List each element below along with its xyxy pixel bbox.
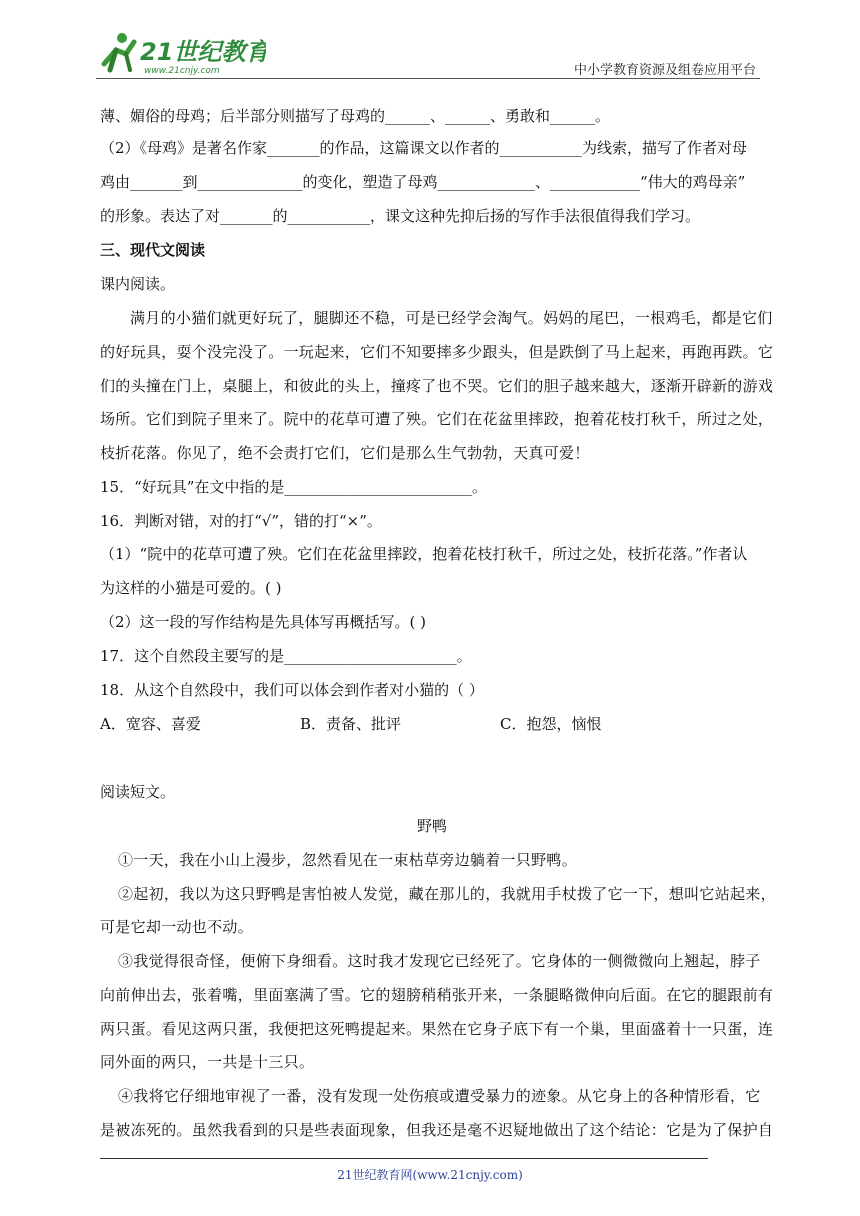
- instruction-line: 阅读短文。: [100, 783, 176, 801]
- passage-title: 野鸭: [416, 817, 447, 835]
- passage-line: 两只蛋。看见这两只蛋，我便把这死鸭提起来。果然在它身子底下有一个巢，里面盛着十一只蛋，连: [100, 1020, 774, 1038]
- site-logo: [96, 30, 266, 76]
- question-16: 16．判断对错，对的打“√”，错的打“×”。: [100, 512, 382, 530]
- question-15: 15．“好玩具”在文中指的是_________________________。: [100, 478, 487, 496]
- svg-text:21世纪教育: 21世纪教育: [140, 38, 266, 66]
- passage-line: ②起初，我以为这只野鸭是害怕被人发觉，藏在那儿的，我就用手杖拨了它一下，想叫它站起来，: [118, 885, 776, 903]
- passage-line: 们的头撞在门上，桌腿上，和彼此的头上，撞疼了也不哭。它们的胆子越来越大，逐渐开辟新的游戏: [100, 377, 774, 395]
- passage-line: ④我将它仔细地审视了一番，没有发现一处伤痕或遭受暴力的迹象。从它身上的各种情形看，它: [118, 1087, 761, 1105]
- passage-line: 是被冻死的。虽然我看到的只是些表面现象，但我还是毫不迟疑地做出了这个结论：它是为了保护自: [100, 1121, 774, 1139]
- passage-line: 向前伸出去，张着嘴，里面塞满了雪。它的翅膀稍稍张开来，一条腿略微伸向后面。在它的腿跟前有: [100, 986, 774, 1004]
- passage-line: 的好玩具，耍个没完没了。一玩起来，它们不知要摔多少跟头，但是跌倒了马上起来，再跑再跌。它: [100, 343, 774, 361]
- text-line: 薄、媚俗的母鸡；后半部分则描写了母鸡的______、______、勇敢和______。: [100, 107, 611, 125]
- page-footer: 21世纪教育网(www.21cnjy.com): [337, 1168, 523, 1182]
- option-b[interactable]: B．责备、批评: [300, 715, 402, 733]
- passage-line: 满月的小猫们就更好玩了，腿脚还不稳，可是已经学会淘气。妈妈的尾巴，一根鸡毛，都是它们: [130, 309, 773, 327]
- svg-text:www.21cnjy.com: www.21cnjy.com: [144, 66, 220, 76]
- passage-line: ①一天，我在小山上漫步，忽然看见在一束枯草旁边躺着一只野鸭。: [118, 851, 578, 869]
- option-a[interactable]: A．宽容、喜爱: [100, 715, 201, 733]
- question-18: 18．从这个自然段中，我们可以体会到作者对小猫的（ ）: [100, 681, 484, 699]
- option-c[interactable]: C．抱怨，恼恨: [500, 715, 602, 733]
- text-line: 鸡由_______到______________的变化，塑造了母鸡_____________、____________“伟大的鸡母亲”: [100, 173, 746, 191]
- text-line: 的形象。表达了对_______的___________，课文这种先抑后扬的写作手法很值得我们学习。: [100, 207, 701, 225]
- platform-name: 中小学教育资源及组卷应用平台: [573, 63, 756, 78]
- question-16-2: （2）这一段的写作结构是先具体写再概括写。( ): [100, 613, 427, 631]
- question-line: （2）《母鸡》是著名作家_______的作品，这篇课文以作者的___________为线索，描写了作者对母: [100, 139, 748, 157]
- passage-line: 枝折花落。你见了，绝不会责打它们，它们是那么生气勃勃，天真可爱！: [100, 444, 590, 462]
- question-16-1: （1）“院中的花草可遭了殃。它们在花盆里摔跤，抱着花枝打秋千，所过之处，枝折花落。”作者认: [100, 545, 748, 563]
- text-line: 为这样的小猫是可爱的。( ): [100, 579, 282, 597]
- passage-line: 同外面的两只，一共是十三只。: [100, 1053, 315, 1071]
- page-header: [96, 26, 760, 80]
- passage-line: ③我觉得很奇怪，便俯下身细看。这时我才发现它已经死了。它身体的一侧微微向上翘起，脖子: [118, 952, 761, 970]
- section-heading: 三、现代文阅读: [100, 241, 206, 259]
- instruction-line: 课内阅读。: [100, 275, 176, 293]
- footer-divider: [100, 1158, 708, 1159]
- passage-line: 场所。它们到院子里来了。院中的花草可遭了殃。它们在花盆里摔跤，抱着花枝打秋千，所过之处，: [100, 410, 774, 428]
- question-17: 17．这个自然段主要写的是_______________________。: [100, 647, 472, 665]
- header-divider: [96, 78, 760, 79]
- passage-line: 可是它却一动也不动。: [100, 918, 254, 936]
